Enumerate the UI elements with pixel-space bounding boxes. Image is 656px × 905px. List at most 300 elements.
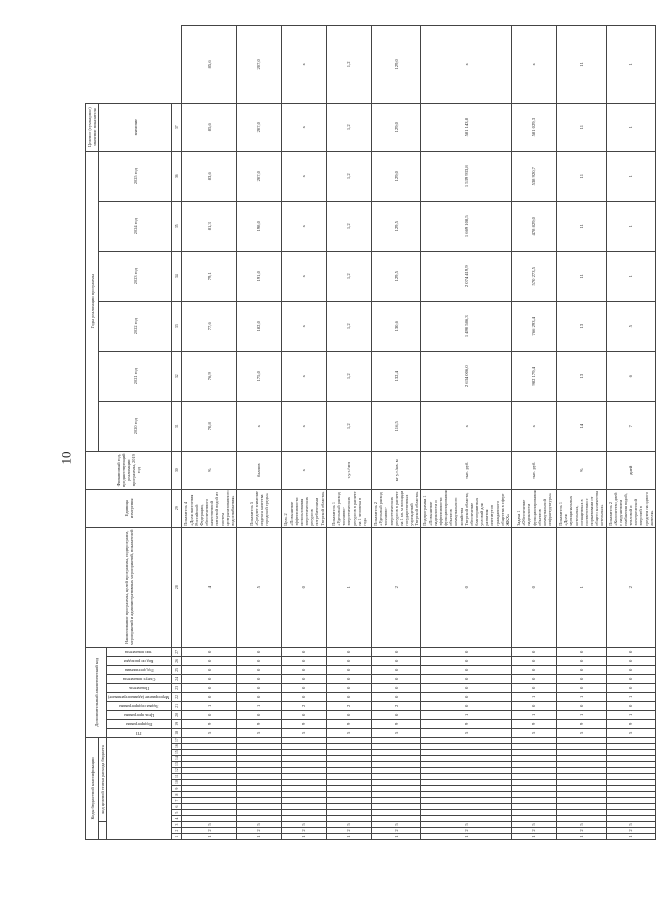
code-cell <box>557 756 606 762</box>
code-cell: 1 <box>182 701 237 710</box>
code-cell <box>282 810 327 816</box>
program-name-cell: Показатель 2 «Количество дней с нарушением снабжения водой, тепловой и электрической энергией в среднем на одного жителя» <box>606 489 655 527</box>
code-cell: 0 <box>282 527 327 647</box>
code-col-gp: ГП <box>136 731 142 737</box>
program-name-cell: Показатель 4 «Доля населения Российской Федерации, обеспеченного качественной питьевой водой из систем централизованного водоснабжения» <box>183 490 235 526</box>
code-cell <box>421 744 512 750</box>
code-cell: 2 <box>421 828 512 834</box>
code-cell <box>282 792 327 798</box>
code-cell <box>182 768 237 774</box>
year-value-cell: 581 143,8 <box>421 103 512 151</box>
code-cell <box>606 786 655 792</box>
code-cell: 1 <box>557 834 606 840</box>
code-cell <box>327 737 372 743</box>
code-cell <box>237 804 282 810</box>
code-cell: 0 <box>606 701 655 710</box>
year-value-cell: 1 539 933,8 <box>421 151 512 201</box>
code-cell <box>557 786 606 792</box>
column-index-cell: 35 <box>172 201 182 251</box>
admin-code-header <box>99 822 107 840</box>
year-value-cell: 129,5 <box>372 251 421 301</box>
code-cell: 1 <box>606 710 655 719</box>
column-index-cell: 18 <box>172 728 182 737</box>
code-cell: 2 <box>512 828 557 834</box>
target-value-cell: 129,0 <box>372 26 421 104</box>
code-cell <box>421 762 512 768</box>
year-value-cell: х <box>282 103 327 151</box>
base-year-cell: 14 <box>557 401 606 451</box>
program-name-cell: Цель 2 «Повышение эффективности использования энергетических ресурсов потребителями Тверской области» <box>282 489 327 527</box>
code-cell: 2 <box>182 828 237 834</box>
code-cell <box>282 780 327 786</box>
code-cell <box>557 762 606 768</box>
target-value-cell: 1,2 <box>327 26 372 104</box>
year-2023-header: 2023 год <box>99 251 172 301</box>
year-value-cell: 83,6 <box>182 151 237 201</box>
code-cell <box>182 798 237 804</box>
code-cell <box>282 768 327 774</box>
code-cell: 5 <box>237 728 282 737</box>
code-col-expense: Код по расходам <box>124 659 154 665</box>
code-cell <box>282 816 327 822</box>
year-2021-header: 2021 год <box>99 351 172 401</box>
target-value-cell: 207,0 <box>237 26 282 104</box>
column-index-cell: 31 <box>172 401 182 451</box>
code-cell: 0 <box>606 647 655 656</box>
code-cell <box>327 786 372 792</box>
column-index-cell: 9 <box>172 786 182 792</box>
code-cell <box>237 786 282 792</box>
code-cell <box>606 780 655 786</box>
target-value-cell: х <box>421 26 512 104</box>
code-col-measure: Мероприятие (административное) <box>108 695 170 701</box>
code-cell <box>512 737 557 743</box>
code-cell: 2 <box>606 527 655 647</box>
code-cell <box>182 780 237 786</box>
program-name-cell: Показатель 5 «Среднее значение индекса качества городской среды» <box>237 489 282 527</box>
code-cell <box>421 810 512 816</box>
code-cell: 0 <box>606 674 655 683</box>
code-col-task: Задача подпрограммы <box>119 704 159 710</box>
column-index-cell: 14 <box>172 756 182 762</box>
program-name-cell: Показатель 2 «Удельный расход топливно-энергетических ресурсов в расчете на 1 кв. м площади государственных учреждений Тверской области» <box>373 490 420 526</box>
code-cell <box>372 737 421 743</box>
code-cell: 5 <box>372 822 421 828</box>
unit-cell: % <box>182 451 237 489</box>
code-cell: 0 <box>557 674 606 683</box>
column-index-cell: 37 <box>172 103 182 151</box>
code-cell: 0 <box>182 683 237 692</box>
table-row <box>512 26 557 840</box>
base-year-cell: х <box>421 401 512 451</box>
code-cell <box>421 750 512 756</box>
code-cell: 4 <box>182 527 237 647</box>
code-cell <box>327 798 372 804</box>
code-cell <box>182 774 237 780</box>
year-2022-header: 2022 год <box>99 301 172 351</box>
code-cell <box>182 750 237 756</box>
code-cell: 0 <box>512 665 557 674</box>
code-cell: 0 <box>421 701 512 710</box>
code-cell <box>512 762 557 768</box>
code-cell: 0 <box>421 656 512 665</box>
code-cell: 0 <box>237 674 282 683</box>
table-row <box>182 26 237 840</box>
landscape-page <box>85 25 654 840</box>
year-value-cell: 11 <box>557 151 606 201</box>
code-cell <box>421 786 512 792</box>
unit-cell: х <box>282 451 327 489</box>
code-cell <box>557 780 606 786</box>
code-cell: 5 <box>182 728 237 737</box>
year-value-cell: 766 293,4 <box>512 301 557 351</box>
code-cell: 5 <box>182 822 237 828</box>
code-cell: 0 <box>282 647 327 656</box>
program-name-cell: Показатель 1 «Доля муниципальных котельных, оснащенных в соответствии с нормативами от общего количества котельных» <box>558 491 605 526</box>
code-cell: 1 <box>512 834 557 840</box>
page-number: 10 <box>58 451 74 465</box>
column-index-cell: 19 <box>172 719 182 728</box>
year-value-cell: х <box>282 351 327 401</box>
base-year-header: Финансовый год, предшествующий реализации программы, 2019 год <box>86 451 172 489</box>
code-col-indicator: Показатель <box>128 686 149 692</box>
code-cell <box>512 768 557 774</box>
code-cell: 5 <box>512 822 557 828</box>
code-cell: 0 <box>237 692 282 701</box>
code-cell: 1 <box>421 834 512 840</box>
code-cell <box>182 816 237 822</box>
code-cell: 0 <box>421 665 512 674</box>
year-value-cell: 11 <box>557 251 606 301</box>
code-cell: 9 <box>327 719 372 728</box>
code-cell: 9 <box>372 719 421 728</box>
unit-cell: тыс. руб. <box>512 451 557 489</box>
code-cell <box>237 750 282 756</box>
code-cell <box>512 798 557 804</box>
code-cell: 1 <box>557 710 606 719</box>
code-cell: 0 <box>512 683 557 692</box>
code-cell <box>327 750 372 756</box>
code-cell: 9 <box>182 719 237 728</box>
unit-cell: % <box>557 451 606 489</box>
table-row <box>282 26 327 840</box>
year-value-cell: 570 273,5 <box>512 251 557 301</box>
base-year-cell: х <box>237 401 282 451</box>
target-value-cell: 11 <box>557 26 606 104</box>
program-name-cell: Задача 1 «Обеспечение надежности функционирования объектов коммунальной инфраструктуры» <box>512 489 557 527</box>
column-index-cell: 28 <box>172 527 182 647</box>
code-cell <box>237 744 282 750</box>
base-year-cell: 1,2 <box>327 401 372 451</box>
code-cell <box>282 756 327 762</box>
table-row <box>557 26 606 840</box>
year-value-cell: 129,0 <box>372 151 421 201</box>
code-cell <box>512 804 557 810</box>
column-index-cell: 2 <box>172 828 182 834</box>
code-cell: 1 <box>557 527 606 647</box>
code-cell: 5 <box>606 728 655 737</box>
code-cell: 9 <box>557 719 606 728</box>
target-sub-header: значение <box>99 103 172 151</box>
column-index-cell: 4 <box>172 816 182 822</box>
code-cell <box>182 804 237 810</box>
column-index-cell: 1 <box>172 834 182 840</box>
code-cell: 0 <box>182 692 237 701</box>
column-index-cell: 20 <box>172 710 182 719</box>
base-year-cell: х <box>282 401 327 451</box>
budget-codes-header: Коды бюджетной классификации <box>86 737 99 839</box>
table-body <box>182 26 655 840</box>
code-cell <box>327 804 372 810</box>
column-index-row <box>172 26 182 840</box>
program-table <box>85 25 656 840</box>
code-cell: 0 <box>327 647 372 656</box>
code-cell <box>372 762 421 768</box>
code-cell <box>237 768 282 774</box>
year-value-cell: 129,0 <box>372 103 421 151</box>
code-cell <box>282 737 327 743</box>
column-index-cell: 17 <box>172 737 182 743</box>
code-cell: 0 <box>512 701 557 710</box>
code-cell <box>557 750 606 756</box>
code-cell <box>512 792 557 798</box>
code-cell: 0 <box>557 665 606 674</box>
year-value-cell: 207,0 <box>237 151 282 201</box>
code-cell: 0 <box>182 710 237 719</box>
code-cell <box>606 756 655 762</box>
target-value-cell: 1 <box>606 26 655 104</box>
column-index-cell: 16 <box>172 744 182 750</box>
year-value-cell: х <box>282 151 327 201</box>
code-cell: 2 <box>327 828 372 834</box>
year-value-cell: 538 920,7 <box>512 151 557 201</box>
code-cell <box>327 792 372 798</box>
code-col-status: Статус показателя <box>122 677 156 683</box>
year-value-cell: 6 <box>606 351 655 401</box>
code-cell: 0 <box>237 656 282 665</box>
year-value-cell: х <box>282 201 327 251</box>
code-cell: 2 <box>557 828 606 834</box>
unit-header: Единица измерения <box>86 489 172 527</box>
year-value-cell: 1,2 <box>327 301 372 351</box>
year-value-cell: 1 <box>606 251 655 301</box>
year-value-cell: 2 074 419,9 <box>421 251 512 301</box>
code-cell: 0 <box>237 647 282 656</box>
code-cell <box>372 792 421 798</box>
code-cell: 1 <box>327 834 372 840</box>
code-cell <box>421 768 512 774</box>
code-cell: 0 <box>327 692 372 701</box>
code-cell: 9 <box>606 719 655 728</box>
year-2025-header: 2025 год <box>99 151 172 201</box>
code-cell: 5 <box>237 527 282 647</box>
target-value-cell: 85,6 <box>182 26 237 104</box>
code-cell: 0 <box>182 656 237 665</box>
column-index-cell: 11 <box>172 774 182 780</box>
year-value-cell: 1,2 <box>327 251 372 301</box>
code-cell <box>182 737 237 743</box>
code-cell <box>557 816 606 822</box>
code-cell: 0 <box>182 647 237 656</box>
base-year-cell: 70,8 <box>182 401 237 451</box>
code-cell <box>421 737 512 743</box>
code-cell: 1 <box>372 834 421 840</box>
column-index-cell: 15 <box>172 750 182 756</box>
column-index-cell: 34 <box>172 251 182 301</box>
year-value-cell: 1,2 <box>327 201 372 251</box>
code-cell: 2 <box>282 701 327 710</box>
year-value-cell: 132,4 <box>372 351 421 401</box>
column-index-cell: 6 <box>172 804 182 810</box>
code-cell <box>182 762 237 768</box>
code-cell <box>512 744 557 750</box>
code-cell: 0 <box>557 647 606 656</box>
code-cell: 1 <box>237 834 282 840</box>
code-cell <box>557 792 606 798</box>
code-cell: 5 <box>237 822 282 828</box>
code-cell: 0 <box>372 665 421 674</box>
code-cell: 0 <box>372 710 421 719</box>
code-cell: 0 <box>182 665 237 674</box>
code-cell: 0 <box>327 665 372 674</box>
code-cell <box>606 750 655 756</box>
code-cell <box>372 756 421 762</box>
column-index-cell: 3 <box>172 822 182 828</box>
column-index-cell: 24 <box>172 674 182 683</box>
code-cell: 1 <box>421 710 512 719</box>
code-cell: 9 <box>512 719 557 728</box>
code-cell <box>557 768 606 774</box>
code-col-year: Год достижения <box>124 668 154 674</box>
code-cell: 5 <box>421 728 512 737</box>
code-subcolumns <box>107 737 172 839</box>
column-index-cell: 33 <box>172 301 182 351</box>
column-index-cell: 26 <box>172 656 182 665</box>
code-cell <box>182 744 237 750</box>
code-cell <box>182 756 237 762</box>
code-cell <box>282 750 327 756</box>
code-cell: 1 <box>557 692 606 701</box>
code-cell <box>372 774 421 780</box>
code-cell: 0 <box>182 674 237 683</box>
code-cell: 0 <box>512 656 557 665</box>
code-cell: 0 <box>606 656 655 665</box>
code-cell: 0 <box>327 656 372 665</box>
code-cell: 9 <box>237 719 282 728</box>
code-cell <box>512 756 557 762</box>
column-index-cell: 7 <box>172 798 182 804</box>
code-cell: 5 <box>421 822 512 828</box>
year-2024-header: 2024 год <box>99 201 172 251</box>
code-col-type: тип показателя <box>125 650 153 656</box>
code-cell: 1 <box>512 692 557 701</box>
code-cell: 0 <box>282 683 327 692</box>
code-cell: 9 <box>282 719 327 728</box>
code-cell <box>282 798 327 804</box>
code-cell <box>372 780 421 786</box>
code-cell: 0 <box>606 683 655 692</box>
code-cell: 0 <box>372 692 421 701</box>
year-value-cell: 1,2 <box>327 151 372 201</box>
code-cell: 0 <box>327 674 372 683</box>
code-cell <box>237 792 282 798</box>
year-value-cell: 207,0 <box>237 103 282 151</box>
column-index-cell: 30 <box>172 451 182 489</box>
base-year-cell: 116,5 <box>372 401 421 451</box>
code-cell <box>327 762 372 768</box>
code-cell: 0 <box>512 674 557 683</box>
unit-cell: баллов <box>237 451 282 489</box>
year-value-cell: 85,6 <box>182 103 237 151</box>
code-cell: 0 <box>421 683 512 692</box>
code-cell: 0 <box>237 683 282 692</box>
column-index-cell: 23 <box>172 683 182 692</box>
code-cell: 5 <box>557 728 606 737</box>
code-cell <box>606 737 655 743</box>
year-value-cell: 77,6 <box>182 301 237 351</box>
code-cell: 2 <box>372 828 421 834</box>
code-cell: 0 <box>372 647 421 656</box>
year-value-cell: 13 <box>557 301 606 351</box>
year-value-cell: 130,6 <box>372 301 421 351</box>
table-row <box>372 26 421 840</box>
code-cell: 5 <box>557 822 606 828</box>
year-value-cell: 1,2 <box>327 351 372 401</box>
code-cell: 0 <box>421 647 512 656</box>
years-header: Годы реализации программы <box>86 151 99 451</box>
code-cell: 2 <box>327 701 372 710</box>
target-value-cell: х <box>512 26 557 104</box>
code-cell: 1 <box>512 710 557 719</box>
code-cell <box>512 816 557 822</box>
code-cell <box>421 756 512 762</box>
column-index-cell: 25 <box>172 665 182 674</box>
code-cell: 0 <box>282 710 327 719</box>
year-value-cell: 2 634 006,0 <box>421 351 512 401</box>
code-cell: 0 <box>421 692 512 701</box>
code-cell <box>421 798 512 804</box>
code-cell <box>606 816 655 822</box>
code-cell <box>512 780 557 786</box>
code-cell: 0 <box>512 527 557 647</box>
code-cell <box>182 786 237 792</box>
year-value-cell: 478 829,0 <box>512 201 557 251</box>
code-cell: 1 <box>282 834 327 840</box>
code-cell <box>237 810 282 816</box>
year-value-cell: 175,0 <box>237 351 282 401</box>
year-value-cell: 1 490 586,3 <box>421 301 512 351</box>
code-cell: 1 <box>606 692 655 701</box>
year-value-cell: 129,5 <box>372 201 421 251</box>
code-cell <box>282 774 327 780</box>
column-index-cell: 5 <box>172 810 182 816</box>
code-cell: 5 <box>327 728 372 737</box>
year-value-cell: 982 179,4 <box>512 351 557 401</box>
column-index-cell: 21 <box>172 701 182 710</box>
target-value-cell: х <box>282 26 327 104</box>
code-cell <box>372 804 421 810</box>
code-cell <box>327 744 372 750</box>
unit-cell: дней <box>606 451 655 489</box>
column-index-cell: 27 <box>172 647 182 656</box>
code-cell: 1 <box>327 527 372 647</box>
year-value-cell: х <box>282 251 327 301</box>
year-value-cell: 1 <box>606 103 655 151</box>
unit-cell: кг у.т./кв. м <box>372 451 421 489</box>
column-index-cell: 29 <box>172 489 182 527</box>
column-index-cell: 36 <box>172 151 182 201</box>
column-index-cell: 12 <box>172 768 182 774</box>
